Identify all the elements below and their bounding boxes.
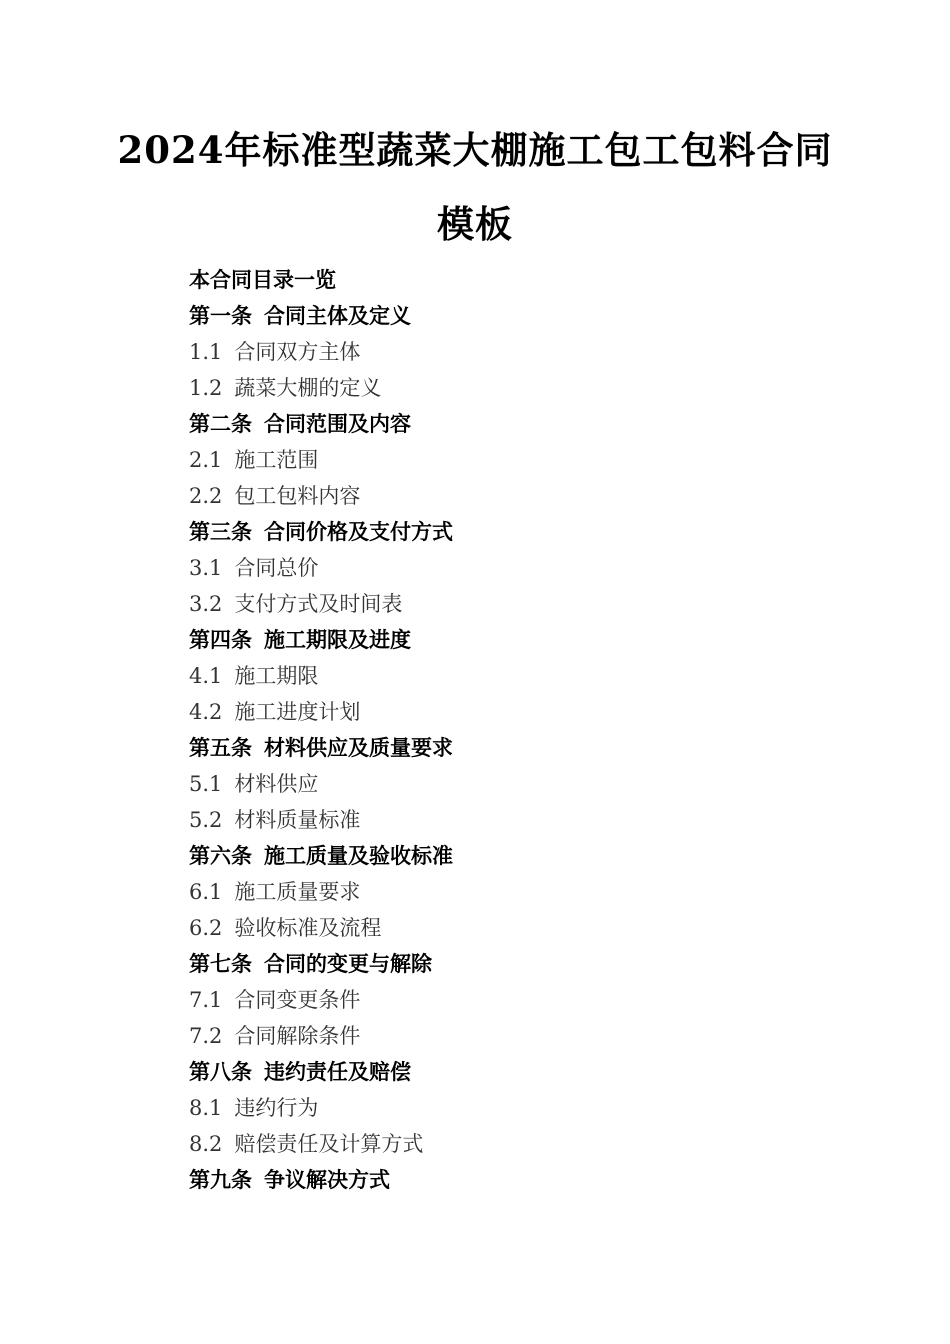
toc-article — [189, 406, 889, 442]
toc-subitem-title: 合同解除条件 — [234, 1024, 361, 1048]
toc-article — [189, 514, 889, 550]
toc-article-title: 施工期限及进度 — [264, 627, 411, 652]
toc-subitem — [189, 982, 889, 1018]
toc-subitem — [189, 694, 889, 730]
toc-article-title: 材料供应及质量要求 — [264, 735, 453, 760]
toc-subitem-number: 1.1 — [189, 340, 223, 364]
toc-article-number: 第六条 — [189, 843, 252, 868]
toc-subitem — [189, 1018, 889, 1054]
toc-subitem-number: 3.2 — [189, 592, 223, 616]
toc-article — [189, 1054, 889, 1090]
toc-article — [189, 838, 889, 874]
toc-subitem-number: 8.2 — [189, 1132, 223, 1156]
toc-subitem — [189, 766, 889, 802]
toc-subitem-title: 施工进度计划 — [234, 700, 361, 724]
toc-article — [189, 1162, 889, 1198]
toc-subitem-number: 5.2 — [189, 808, 223, 832]
toc-article-number: 第四条 — [189, 627, 252, 652]
toc-subitem-title: 赔偿责任及计算方式 — [234, 1132, 424, 1156]
toc-article-number: 第七条 — [189, 951, 252, 976]
toc-subitem — [189, 874, 889, 910]
toc-subitem-title: 验收标准及流程 — [234, 916, 382, 940]
toc-article-title: 合同主体及定义 — [264, 303, 411, 328]
toc-subitem-title: 包工包料内容 — [234, 484, 361, 508]
toc-article-number: 第二条 — [189, 411, 252, 436]
toc-subitem-number: 2.1 — [189, 448, 223, 472]
toc-article — [189, 946, 889, 982]
toc-subitem-title: 材料质量标准 — [234, 808, 361, 832]
toc-article-title: 合同范围及内容 — [264, 411, 411, 436]
toc-subitem — [189, 586, 889, 622]
toc-subitem-title: 合同总价 — [234, 556, 319, 580]
toc-article — [189, 622, 889, 658]
toc-subitem-title: 施工期限 — [234, 664, 319, 688]
toc-subitem — [189, 550, 889, 586]
toc-subitem — [189, 1126, 889, 1162]
toc-article-number: 第一条 — [189, 303, 252, 328]
toc-article-number: 第八条 — [189, 1059, 252, 1084]
toc-subitem-number: 3.1 — [189, 556, 223, 580]
table-of-contents — [189, 262, 889, 1198]
toc-subitem-number: 1.2 — [189, 376, 223, 400]
toc-subitem-title: 材料供应 — [234, 772, 319, 796]
toc-subitem-number: 4.2 — [189, 700, 223, 724]
toc-subitem-title: 违约行为 — [234, 1096, 319, 1120]
toc-subitem-title: 施工范围 — [234, 448, 319, 472]
toc-subitem-number: 8.1 — [189, 1096, 223, 1120]
toc-heading: 本合同目录一览 — [189, 267, 336, 292]
toc-subitem-number: 5.1 — [189, 772, 223, 796]
toc-subitem — [189, 370, 889, 406]
toc-article-number: 第五条 — [189, 735, 252, 760]
toc-article-title: 争议解决方式 — [264, 1167, 390, 1192]
toc-entries — [189, 298, 889, 1198]
toc-subitem — [189, 910, 889, 946]
toc-subitem-number: 6.2 — [189, 916, 223, 940]
toc-subitem-title: 支付方式及时间表 — [234, 592, 403, 616]
toc-subitem-title: 施工质量要求 — [234, 880, 361, 904]
toc-article — [189, 298, 889, 334]
toc-article-title: 合同的变更与解除 — [264, 951, 432, 976]
toc-subitem — [189, 334, 889, 370]
toc-article-title: 合同价格及支付方式 — [264, 519, 453, 544]
toc-subitem-number: 2.2 — [189, 484, 223, 508]
toc-article-title: 违约责任及赔偿 — [264, 1059, 411, 1084]
toc-subitem — [189, 1090, 889, 1126]
toc-article-number: 第九条 — [189, 1167, 252, 1192]
toc-article-number: 第三条 — [189, 519, 252, 544]
toc-subitem-number: 4.1 — [189, 664, 223, 688]
toc-subitem-number: 7.1 — [189, 988, 223, 1012]
toc-subitem-number: 6.1 — [189, 880, 223, 904]
toc-subitem-title: 合同双方主体 — [234, 340, 361, 364]
document-title-line-1: 2024年标准型蔬菜大棚施工包工包料合同 — [117, 128, 833, 172]
toc-subitem — [189, 478, 889, 514]
toc-article-title: 施工质量及验收标准 — [264, 843, 453, 868]
document-title-line-2: 模板 — [437, 202, 513, 246]
toc-subitem — [189, 802, 889, 838]
toc-subitem-title: 蔬菜大棚的定义 — [234, 376, 382, 400]
toc-subitem — [189, 658, 889, 694]
toc-subitem — [189, 442, 889, 478]
toc-article — [189, 730, 889, 766]
toc-subitem-number: 7.2 — [189, 1024, 223, 1048]
toc-subitem-title: 合同变更条件 — [234, 988, 361, 1012]
